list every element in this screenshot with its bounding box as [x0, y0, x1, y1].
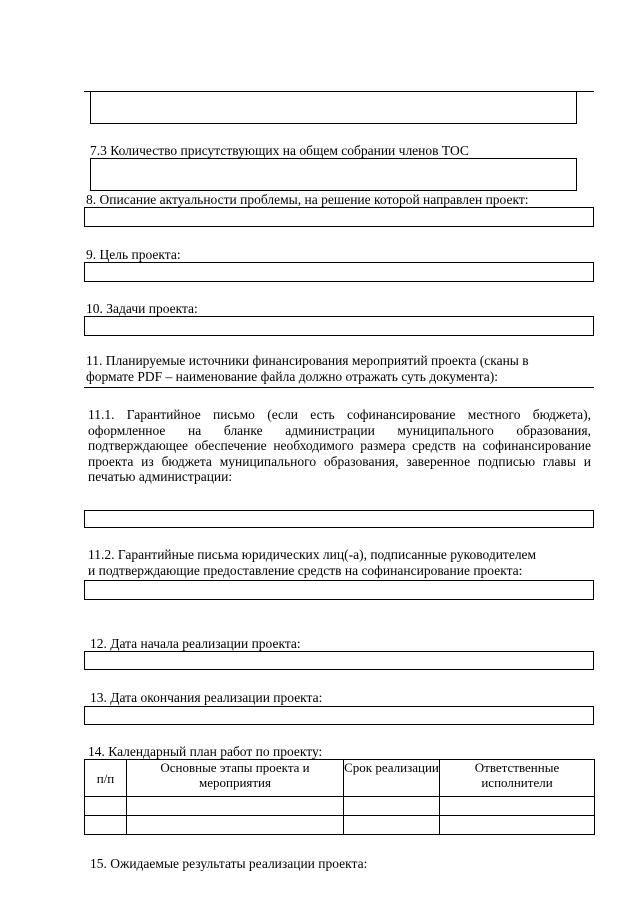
label-10: 10. Задачи проекта:	[86, 301, 198, 316]
field-7-3[interactable]	[90, 158, 577, 191]
field-13[interactable]	[84, 706, 594, 725]
label-14: 14. Календарный план работ по проекту:	[88, 744, 323, 759]
label-11-line2: формате PDF – наименование файла должно отражать суть документа):	[86, 369, 498, 384]
table-cell[interactable]	[85, 797, 127, 816]
table-cell[interactable]	[127, 797, 344, 816]
table-cell[interactable]	[440, 816, 595, 835]
col-header-number: п/п	[85, 760, 127, 797]
label-7-3: 7.3 Количество присутствующих на общем собрании членов ТОС	[90, 143, 469, 158]
field-12[interactable]	[84, 651, 594, 670]
label-11-2-line1: 11.2. Гарантийные письма юридических лиц(-а), подписанные руководителем	[88, 547, 537, 562]
calendar-plan-table	[84, 759, 595, 835]
table-cell[interactable]	[440, 797, 595, 816]
field-7-2[interactable]	[90, 91, 577, 124]
rule-11	[84, 387, 594, 388]
field-11-2[interactable]	[84, 580, 594, 600]
label-15: 15. Ожидаемые результаты реализации проекта:	[90, 856, 368, 871]
table-cell[interactable]	[85, 816, 127, 835]
table-cell[interactable]	[344, 797, 440, 816]
table-row	[85, 816, 595, 835]
label-12: 12. Дата начала реализации проекта:	[90, 636, 301, 651]
label-11-2-line2: и подтверждающие предоставление средств на софинансирование проекта:	[88, 563, 523, 578]
col-header-responsible: Ответственные исполнители	[440, 760, 595, 797]
field-10[interactable]	[84, 316, 594, 336]
label-9: 9. Цель проекта:	[86, 247, 181, 262]
table-cell[interactable]	[127, 816, 344, 835]
label-13: 13. Дата окончания реализации проекта:	[90, 690, 323, 705]
label-8: 8. Описание актуальности проблемы, на решение которой направлен проект:	[86, 192, 529, 207]
field-11-1[interactable]	[84, 510, 594, 528]
field-9[interactable]	[84, 262, 594, 282]
col-header-term: Срок реализации	[344, 760, 440, 797]
label-11-line1: 11. Планируемые источники финансирования мероприятий проекта (сканы в	[86, 353, 529, 368]
table-row	[85, 797, 595, 816]
label-11-1: 11.1. Гарантийное письмо (если есть софинансирование местного бюджета), оформленное на бланке администрации муниципального образования, подтверждающее обеспечение необходимого размера средств на софинансирование проекта из бюджета муниципального образования, заверенное подписью главы и печатью администрации:	[88, 407, 591, 484]
field-8[interactable]	[84, 207, 594, 227]
col-header-stages: Основные этапы проекта и мероприятия	[127, 760, 344, 797]
table-cell[interactable]	[344, 816, 440, 835]
